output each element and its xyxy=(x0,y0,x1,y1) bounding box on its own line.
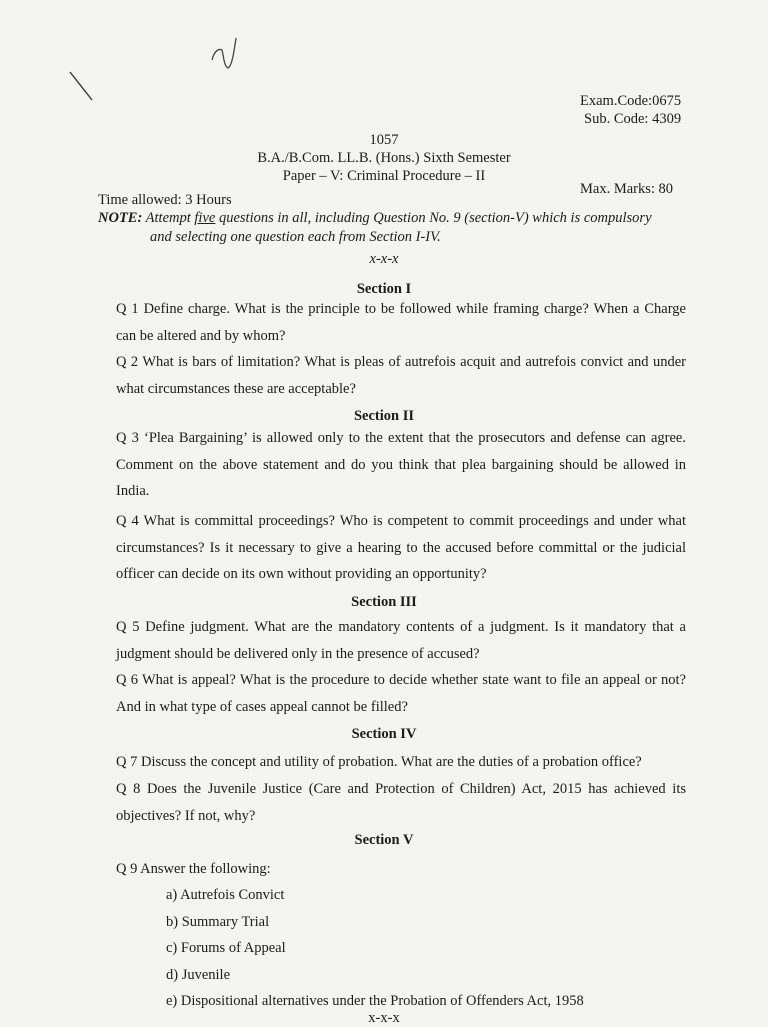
option-item: c) Forums of Appeal xyxy=(166,940,286,956)
section-title: Section I xyxy=(356,281,412,297)
note-line-2: and selecting one question each from Section I-IV. xyxy=(150,229,441,245)
question: Q 7 Discuss the concept and utility of probation. What are the duties of a probation office? xyxy=(116,754,642,770)
max-marks: Max. Marks: 80 xyxy=(580,181,674,197)
paper-title: Paper – V: Criminal Procedure – II xyxy=(282,168,486,184)
section-title: Section IV xyxy=(351,726,417,742)
question: Q 4 What is committal proceedings? Who is competent to commit proceedings and under what circumstances? Is it necessary to give a hearing to the accused before committal or the judicial officer can decide on its own without providing an opportunity? xyxy=(116,513,686,582)
time-allowed: Time allowed: 3 Hours xyxy=(98,192,232,208)
question: Q 2 What is bars of limitation? What is pleas of autrefois acquit and autrefois convict and under what circumstances these are acceptable? xyxy=(116,354,686,397)
question: Q 1 Define charge. What is the principle to be followed while framing charge? When a Charge can be altered and by whom? xyxy=(116,301,686,344)
section-title: Section V xyxy=(354,832,414,848)
note-emphasis: five xyxy=(194,210,216,226)
course-title: B.A./B.Com. LL.B. (Hons.) Sixth Semester xyxy=(257,150,511,166)
question: Q 8 Does the Juvenile Justice (Care and Protection of Children) Act, 2015 has achieved its objectives? If not, why? xyxy=(116,781,686,824)
exam-code: Exam.Code:0675 xyxy=(580,93,682,109)
sub-code: Sub. Code: 4309 xyxy=(584,111,682,127)
note-separator: x-x-x xyxy=(369,251,399,267)
question: Q 9 Answer the following: xyxy=(116,861,271,877)
option-item: b) Summary Trial xyxy=(166,913,270,930)
note-label: NOTE: xyxy=(98,210,143,226)
question: Q 3 ‘Plea Bargaining’ is allowed only to the extent that the prosecutors and defense can agree. Comment on the above statement and do you think that plea bargaining should be allowed in India. xyxy=(116,430,686,499)
option-item: e) Dispositional alternatives under the Probation of Offenders Act, 1958 xyxy=(166,993,584,1009)
option-item: a) Autrefois Convict xyxy=(166,887,285,903)
question: Q 5 Define judgment. What are the mandatory contents of a judgment. Is it mandatory that a judgment should be delivered only in the presence of accused? xyxy=(116,619,686,662)
note: NOTE: Attempt five questions in all, including Question No. 9 (section-V) which is compulsory and selecting one question each from Section I-IV. xyxy=(98,209,688,247)
footer-separator: x-x-x xyxy=(368,1010,400,1026)
section-title: Section II xyxy=(353,408,415,424)
answer-options xyxy=(166,882,584,1015)
question: Q 6 What is appeal? What is the procedure to decide whether state want to file an appeal or not? And in what type of cases appeal cannot be filled? xyxy=(116,672,686,715)
paper-number: 1057 xyxy=(369,132,399,148)
section-title: Section III xyxy=(351,594,417,610)
option-item: d) Juvenile xyxy=(166,966,231,983)
